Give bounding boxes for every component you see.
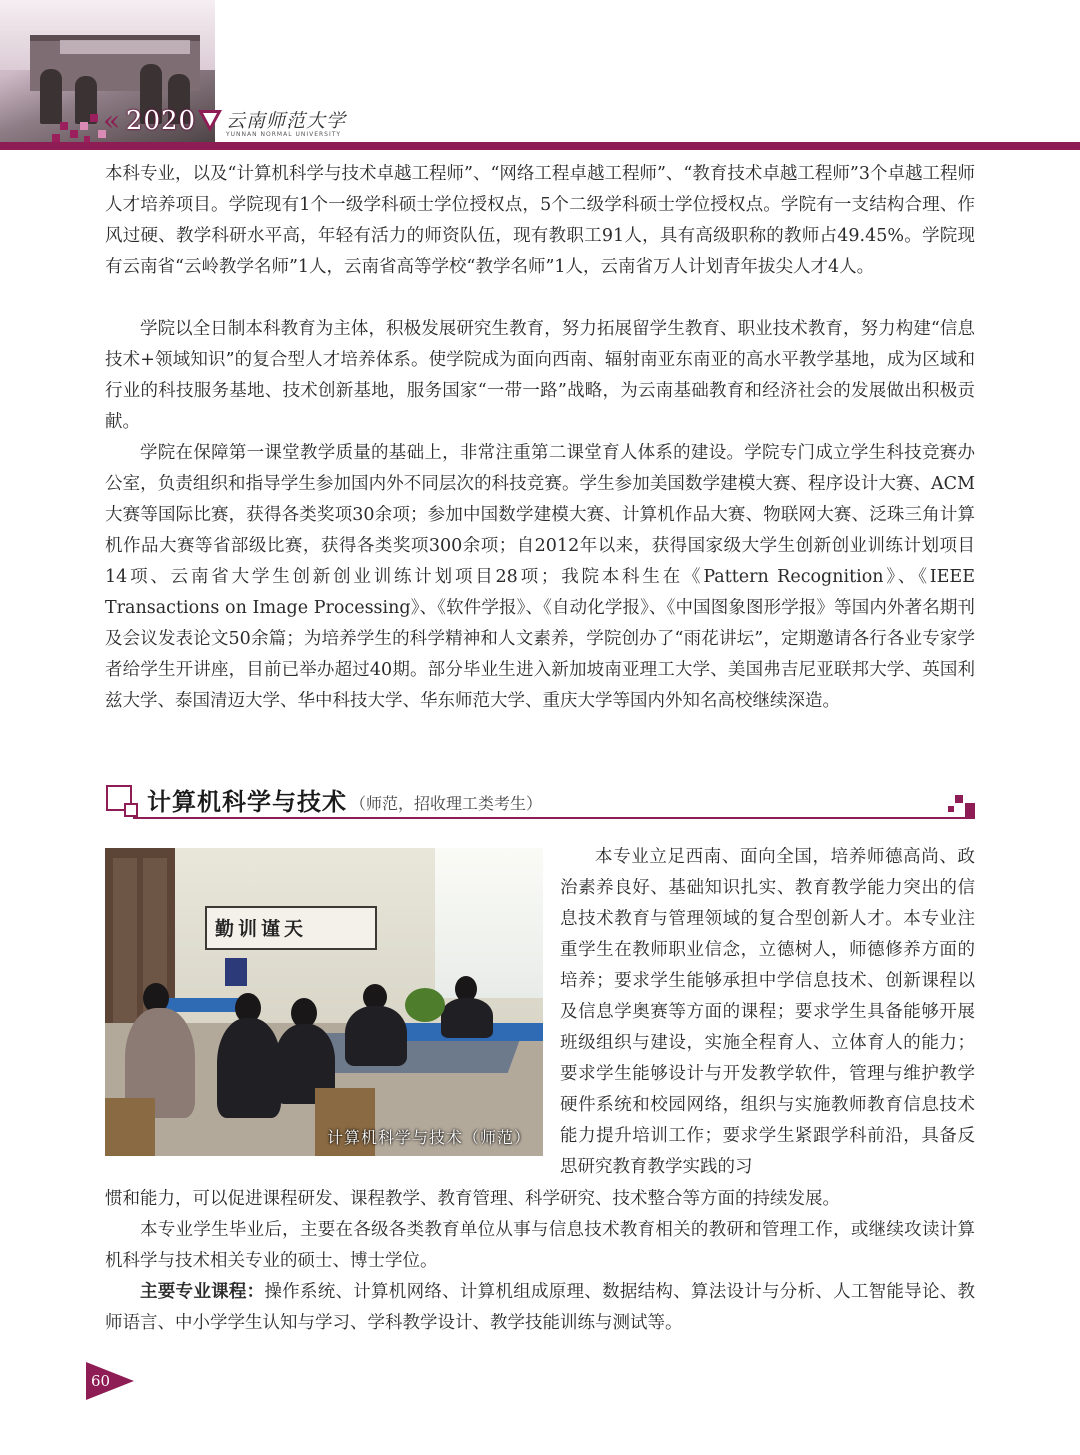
major-intro-continued: 惯和能力，可以促进课程研发、课程教学、教育管理、科学研究、技术整合等方面的持续发展。 <box>105 1189 840 1209</box>
university-name-en: YUNNAN NORMAL UNIVERSITY <box>226 131 342 138</box>
plant-shape <box>405 988 445 1022</box>
page-header <box>0 0 1080 150</box>
courses-text: 操作系统、计算机网络、计算机组成原理、数据结构、算法设计与分析、人工智能导论、教师语言、中小学学生认知与学习、学科教学设计、教学技能训练与测试等。 <box>105 1282 976 1333</box>
pixel-decor <box>948 806 954 812</box>
classroom-photo <box>105 848 543 1156</box>
university-logo-icon <box>198 110 222 132</box>
section-subtitle: （师范，招收理工类考生） <box>350 794 543 813</box>
major-intro: 本专业立足西南、面向全国，培养师德高尚、政治素养良好、基础知识扎实、教育教学能力突出的信息技术教育与管理领域的复合型创新人才。本专业注重学生在教师职业信念，立德树人，师德修养方面的培养；要求学生能够承担中学信息技术、创新课程以及信息学奥赛等方面的课程；要求学生具备能够开展班级组织与建设，实施全程育人、立体育人的能力；要求学生能够设计与开发教学软件，管理与维护教学硬件系统和校园网络，组织与实施教师教育信息技术能力提升培训工作；要求学生紧跟学科前沿，具备反思研究教育教学实践的习 <box>560 847 975 1177</box>
plaque-text: 勤训谨天 <box>215 918 308 940</box>
emblem-shape <box>225 958 247 986</box>
chair-shape <box>105 1098 155 1156</box>
page-number: 60 <box>91 1372 111 1390</box>
person-shape <box>441 998 493 1038</box>
pixel-decor <box>70 130 78 138</box>
graduates-paragraph: 本专业学生毕业后，主要在各级各类教育单位从事与信息技术教育相关的教研和管理工作，或继续攻读计算机科学与技术相关专业的硕士、博士学位。 <box>105 1220 975 1271</box>
pixel-decor <box>965 803 975 817</box>
section-rule <box>133 817 975 819</box>
courses-paragraph <box>105 1277 975 1339</box>
calligraphy-plaque <box>205 906 377 950</box>
pixel-decor <box>90 114 98 122</box>
section-box-small-icon <box>124 803 138 817</box>
header-band <box>0 142 1080 150</box>
courses-label: 主要专业课程： <box>140 1282 265 1302</box>
pixel-decor <box>60 122 68 130</box>
window-shape <box>435 848 543 998</box>
section-title: 计算机科学与技术 <box>147 788 347 816</box>
paragraph-3: 学院在保障第一课堂教学质量的基础上，非常注重第二课堂育人体系的建设。学院专门成立学生科技竞赛办公室，负责组织和指导学生参加国内外不同层次的科技竞赛。学生参加美国数学建模大赛、程序设计大赛、ACM大赛等国际比赛，获得各类奖项30余项；参加中国数学建模大赛、计算机作品大赛、物联网大赛、泛珠三角计算机作品大赛等省部级比赛，获得各类奖项300余项；自2012年以来，获得国家级大学生创新创业训练计划项目14项、云南省大学生创新创业训练计划项目28项；我院本科生在《Pattern Recognition》、《IEEE Transactions on Image Processing》、《软件学报》、《自动化学报》、《中国图象图形学报》等国内外著名期刊及会议发表论文50余篇；为培养学生的科学精神和人文素养，学院创办了“雨花讲坛”，定期邀请各行各业专家学者给学生开讲座，目前已举办超过40期。部分毕业生进入新加坡南亚理工大学、美国弗吉尼亚联邦大学、英国利兹大学、泰国清迈大学、华中科技大学、华东师范大学、重庆大学等国内外知名高校继续深造。 <box>105 443 975 711</box>
pixel-decor <box>955 795 963 803</box>
paragraph-2: 学院以全日制本科教育为主体，积极发展研究生教育，努力拓展留学生教育、职业技术教育，努力构建“信息技术+领域知识”的复合型人才培养体系。使学院成为面向西南、辐射南亚东南亚的高水平教学基地，成为区域和行业的科技服务基地、技术创新基地，服务国家“一带一路”战略，为云南基础教育和经济社会的发展做出积极贡献。 <box>105 319 975 432</box>
person-shape <box>345 1006 407 1066</box>
chevron-icon: « <box>103 104 121 137</box>
pixel-decor <box>52 134 60 142</box>
paragraph-1: 本科专业，以及“计算机科学与技术卓越工程师”、“网络工程卓越工程师”、“教育技术卓越工程师”3个卓越工程师人才培养项目。学院现有1个一级学科硕士学位授权点，5个二级学科硕士学位授权点。学院有一支结构合理、作风过硬、教学科研水平高，年轻有活力的师资队伍，现有教职工91人，具有高级职称的教师占49.45%。学院现有云南省“云岭教学名师”1人，云南省高等学校“教学名师”1人，云南省万人计划青年拔尖人才4人。 <box>105 164 975 277</box>
person-shape <box>217 1018 281 1118</box>
pixel-decor <box>80 122 88 130</box>
university-name: 云南师范大学 <box>226 110 347 132</box>
year-label: 2020 <box>125 106 197 136</box>
pixel-decor <box>84 136 90 142</box>
statue-shape <box>40 69 62 124</box>
photo-caption: 计算机科学与技术（师范） <box>326 1128 531 1147</box>
